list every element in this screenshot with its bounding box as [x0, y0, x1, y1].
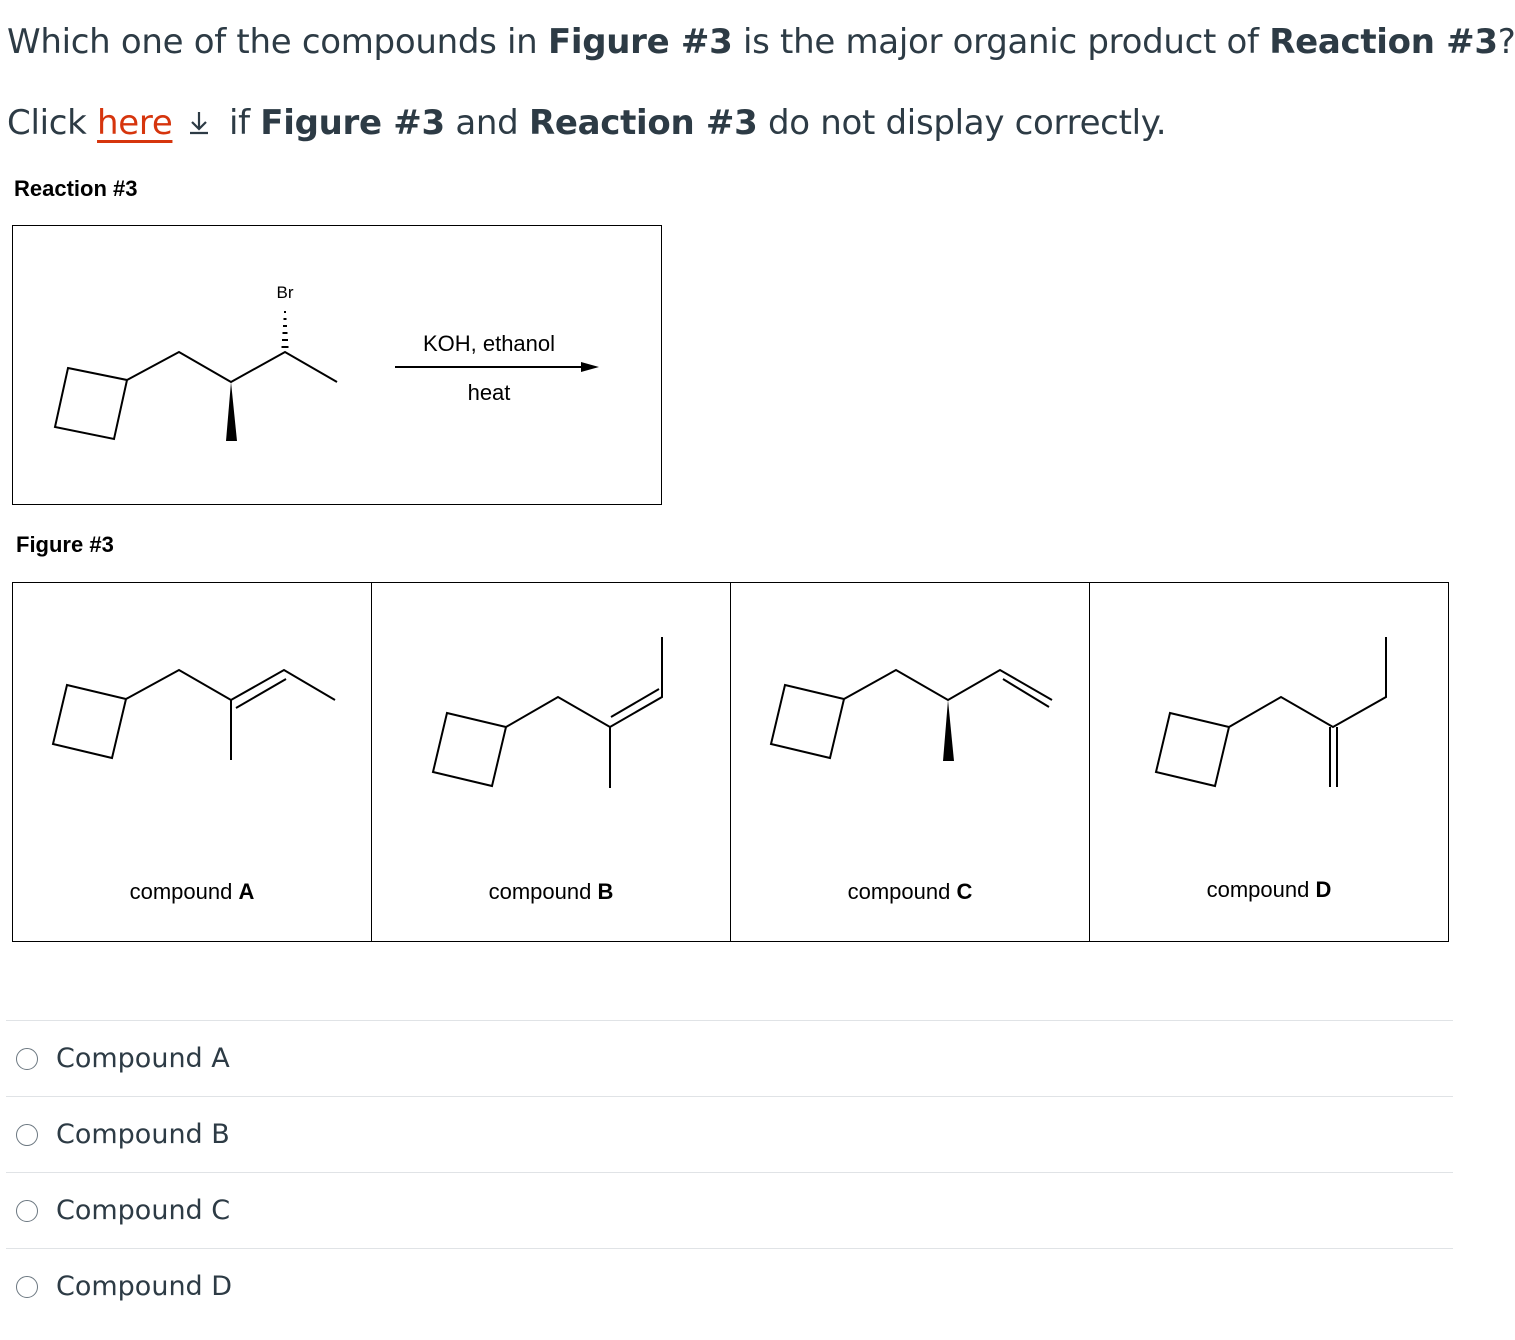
compound-d-cell: [1090, 583, 1448, 941]
condition-label: heat: [467, 380, 511, 405]
question-figure-ref: Figure #3: [547, 22, 733, 62]
question-part: ?: [1497, 22, 1515, 62]
note-text: Click: [7, 103, 98, 143]
answer-label[interactable]: Compound B: [56, 1119, 230, 1150]
radio-button[interactable]: [16, 1276, 38, 1298]
note-reaction-ref: Reaction #3: [528, 103, 758, 143]
question-part: Which one of the compounds in: [7, 22, 548, 62]
question-reaction-ref: Reaction #3: [1269, 22, 1498, 62]
hashed-bond: [282, 312, 289, 347]
answer-label[interactable]: Compound C: [56, 1195, 231, 1226]
note-text: do not display correctly.: [757, 103, 1167, 143]
radio-button[interactable]: [16, 1048, 38, 1070]
arrow-head: [581, 362, 599, 372]
figure-label: Figure #3: [16, 532, 114, 557]
compound-c-caption: compound C: [847, 879, 973, 904]
compound-b-caption: compound B: [488, 879, 614, 904]
answer-option-d[interactable]: [6, 1248, 1453, 1324]
compound-b-cell: [372, 583, 731, 941]
reactant-structure: [55, 352, 337, 439]
question-part: is the major organic product of: [732, 22, 1270, 62]
wedge-bond: [226, 382, 237, 441]
note-figure-ref: Figure #3: [260, 103, 445, 143]
bromine-label: Br: [276, 283, 294, 302]
compound-c-cell: [731, 583, 1090, 941]
download-icon[interactable]: [184, 107, 214, 137]
reaction-label: Reaction #3: [14, 176, 138, 201]
answer-label[interactable]: Compound D: [56, 1271, 233, 1302]
answer-option-b[interactable]: [6, 1096, 1453, 1172]
figure-compounds: [12, 582, 1449, 942]
reaction-drawing: [13, 226, 663, 506]
note-text: if: [218, 103, 261, 143]
answer-option-c[interactable]: [6, 1172, 1453, 1248]
radio-button[interactable]: [16, 1200, 38, 1222]
radio-button[interactable]: [16, 1124, 38, 1146]
compound-a-caption: compound A: [129, 879, 255, 904]
compound-d-caption: compound D: [1206, 877, 1332, 902]
answer-list: [6, 1020, 1453, 1324]
compound-a-cell: [13, 583, 372, 941]
question-text: [7, 22, 1515, 62]
answer-label[interactable]: Compound A: [56, 1043, 230, 1074]
answer-option-a[interactable]: [6, 1020, 1453, 1096]
display-note: [7, 103, 1166, 143]
here-link[interactable]: here: [97, 103, 173, 143]
reaction-scheme: [12, 225, 662, 505]
reagent-label: KOH, ethanol: [422, 331, 556, 356]
note-text: and: [444, 103, 529, 143]
